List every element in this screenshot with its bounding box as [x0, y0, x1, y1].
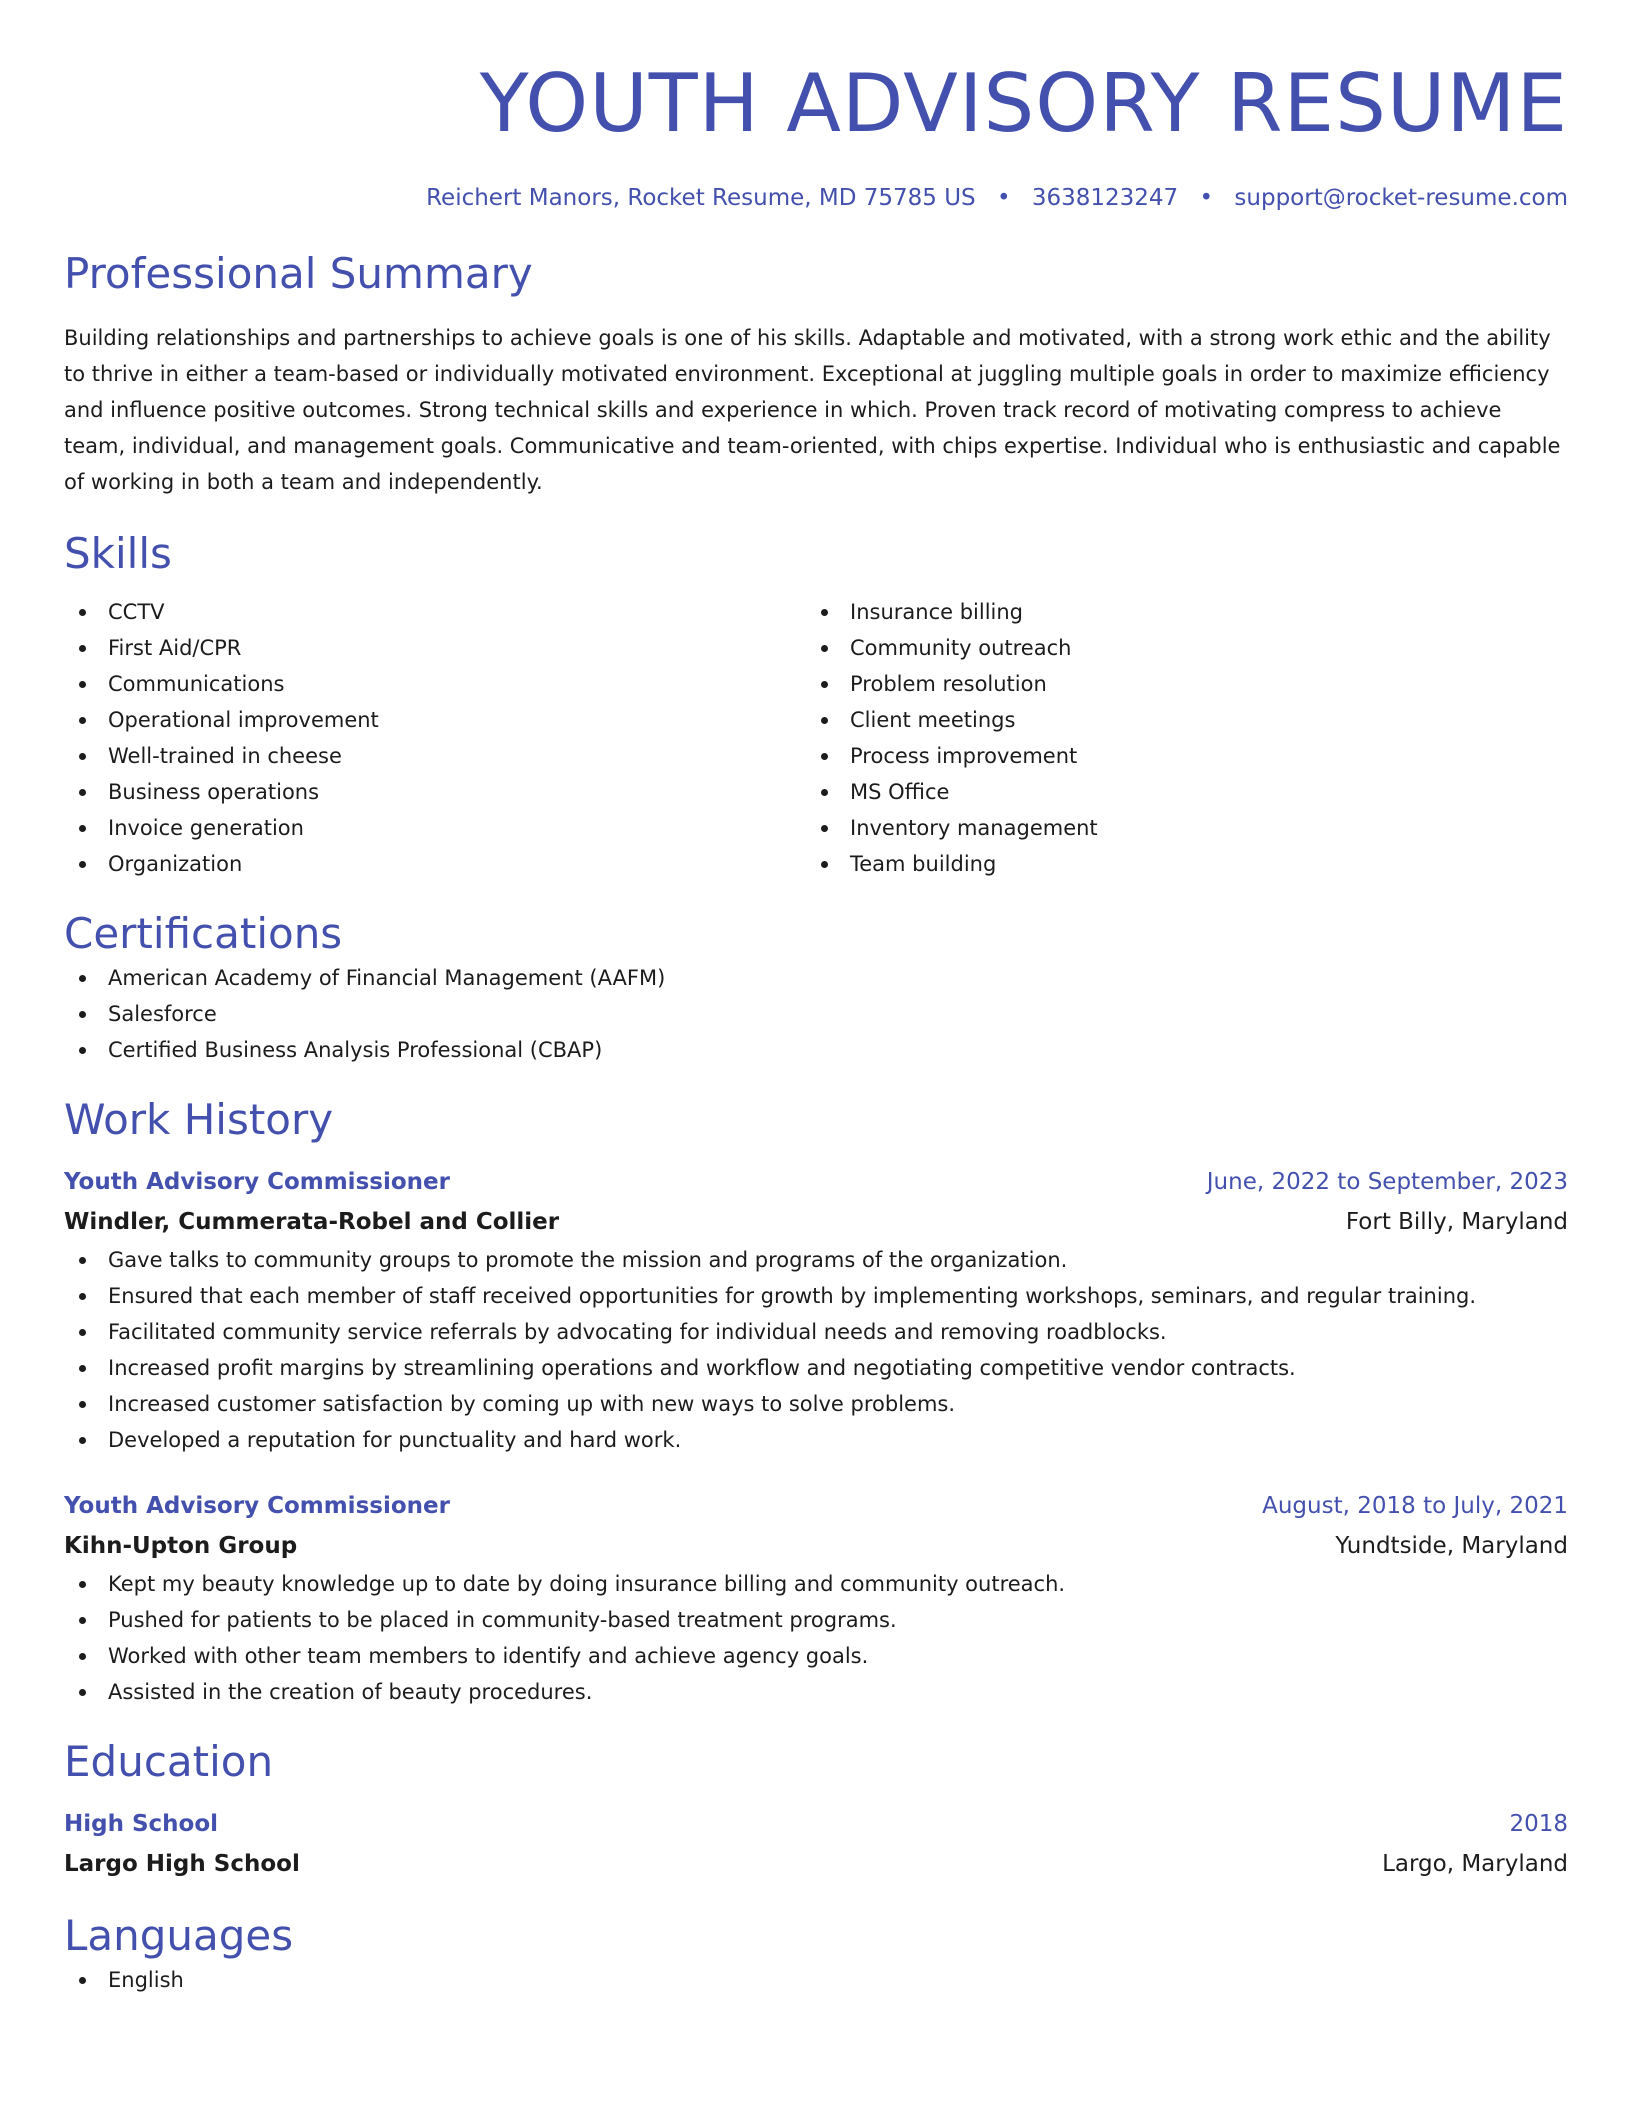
skill-item: MS Office: [806, 774, 1548, 810]
job-bullets: [64, 1242, 1568, 1458]
job-entry: [64, 1486, 1568, 1710]
skill-item: Problem resolution: [806, 666, 1548, 702]
skill-item: First Aid/CPR: [64, 630, 806, 666]
job-location: Yundtside, Maryland: [1335, 1533, 1568, 1559]
certification-item: American Academy of Financial Management (AAFM): [64, 960, 1568, 996]
job-bullet: Pushed for patients to be placed in community-based treatment programs.: [64, 1602, 1568, 1638]
job-employer: Kihn-Upton Group: [64, 1533, 298, 1559]
skills-grid: [64, 594, 1568, 882]
summary-heading: Professional Summary: [64, 249, 533, 298]
certification-item: Certified Business Analysis Professional (CBAP): [64, 1032, 1568, 1068]
work-history-heading: Work History: [64, 1095, 334, 1144]
contact-email[interactable]: support@rocket-resume.com: [1234, 185, 1568, 211]
skill-item: Client meetings: [806, 702, 1548, 738]
skills-right-list: [806, 594, 1548, 882]
job-bullet: Kept my beauty knowledge up to date by doing insurance billing and community outreach.: [64, 1566, 1568, 1602]
contact-separator: •: [1199, 185, 1214, 211]
job-employer-row: [64, 1526, 1568, 1566]
skill-item: Operational improvement: [64, 702, 806, 738]
skill-item: Invoice generation: [64, 810, 806, 846]
job-header-row: [64, 1486, 1568, 1526]
job-bullet: Increased customer satisfaction by coming up with new ways to solve problems.: [64, 1386, 1568, 1422]
resume-header: [64, 0, 1568, 214]
education-header-row: [64, 1804, 1568, 1844]
resume-name: YOUTH ADVISORY RESUME: [479, 57, 1568, 150]
skills-left-list: [64, 594, 806, 882]
job-bullet: Developed a reputation for punctuality and hard work.: [64, 1422, 1568, 1458]
contact-phone: 3638123247: [1031, 185, 1179, 211]
job-bullet: Ensured that each member of staff received opportunities for growth by implementing workshops, seminars, and regular training.: [64, 1278, 1568, 1314]
job-title: Youth Advisory Commissioner: [64, 1493, 450, 1519]
skill-item: Inventory management: [806, 810, 1548, 846]
job-bullets: [64, 1566, 1568, 1710]
job-bullet: Facilitated community service referrals by advocating for individual needs and removing roadblocks.: [64, 1314, 1568, 1350]
job-bullet: Increased profit margins by streamlining operations and workflow and negotiating competitive vendor contracts.: [64, 1350, 1568, 1386]
job-bullet: Assisted in the creation of beauty procedures.: [64, 1674, 1568, 1710]
education-year: 2018: [1509, 1811, 1568, 1837]
education-location: Largo, Maryland: [1382, 1851, 1568, 1877]
education-heading: Education: [64, 1737, 274, 1786]
skill-item: Well-trained in cheese: [64, 738, 806, 774]
job-bullet: Worked with other team members to identify and achieve agency goals.: [64, 1638, 1568, 1674]
education-school: Largo High School: [64, 1851, 300, 1877]
job-title: Youth Advisory Commissioner: [64, 1169, 450, 1195]
contact-address: Reichert Manors, Rocket Resume, MD 75785 US: [426, 185, 976, 211]
job-header-row: [64, 1162, 1568, 1202]
skill-item: Process improvement: [806, 738, 1548, 774]
education-degree: High School: [64, 1811, 219, 1837]
job-employer: Windler, Cummerata-Robel and Collier: [64, 1209, 560, 1235]
skill-item: Business operations: [64, 774, 806, 810]
skill-item: CCTV: [64, 594, 806, 630]
skills-heading: Skills: [64, 529, 172, 578]
skill-item: Team building: [806, 846, 1548, 882]
job-bullet: Gave talks to community groups to promote the mission and programs of the organization.: [64, 1242, 1568, 1278]
languages-list: [64, 1962, 1568, 1998]
education-school-row: [64, 1844, 1568, 1884]
language-item: English: [64, 1962, 1568, 1998]
job-dates: June, 2022 to September, 2023: [1206, 1169, 1568, 1195]
job-location: Fort Billy, Maryland: [1345, 1209, 1568, 1235]
languages-heading: Languages: [64, 1911, 294, 1960]
contact-line: [64, 182, 1568, 214]
certifications-heading: Certifications: [64, 909, 343, 958]
job-dates: August, 2018 to July, 2021: [1262, 1493, 1568, 1519]
certifications-list: [64, 960, 1568, 1068]
skill-item: Organization: [64, 846, 806, 882]
job-employer-row: [64, 1202, 1568, 1242]
skill-item: Insurance billing: [806, 594, 1548, 630]
job-entry: [64, 1162, 1568, 1458]
skill-item: Communications: [64, 666, 806, 702]
certification-item: Salesforce: [64, 996, 1568, 1032]
education-entry: [64, 1804, 1568, 1884]
contact-separator: •: [996, 185, 1011, 211]
summary-text: Building relationships and partnerships to achieve goals is one of his skills. Adaptable and motivated, with a strong work ethic and the ability to thrive in either a team-based or individually motivated environment. Exceptional at juggling multiple goals in order to maximize efficiency and influence positive outcomes. Strong technical skills and experience in which. Proven track record of motivating compress to achieve team, individual, and management goals. Communicative and team-oriented, with chips expertise. Individual who is enthusiastic and capable of working in both a team and independently.: [64, 326, 1561, 494]
skill-item: Community outreach: [806, 630, 1548, 666]
